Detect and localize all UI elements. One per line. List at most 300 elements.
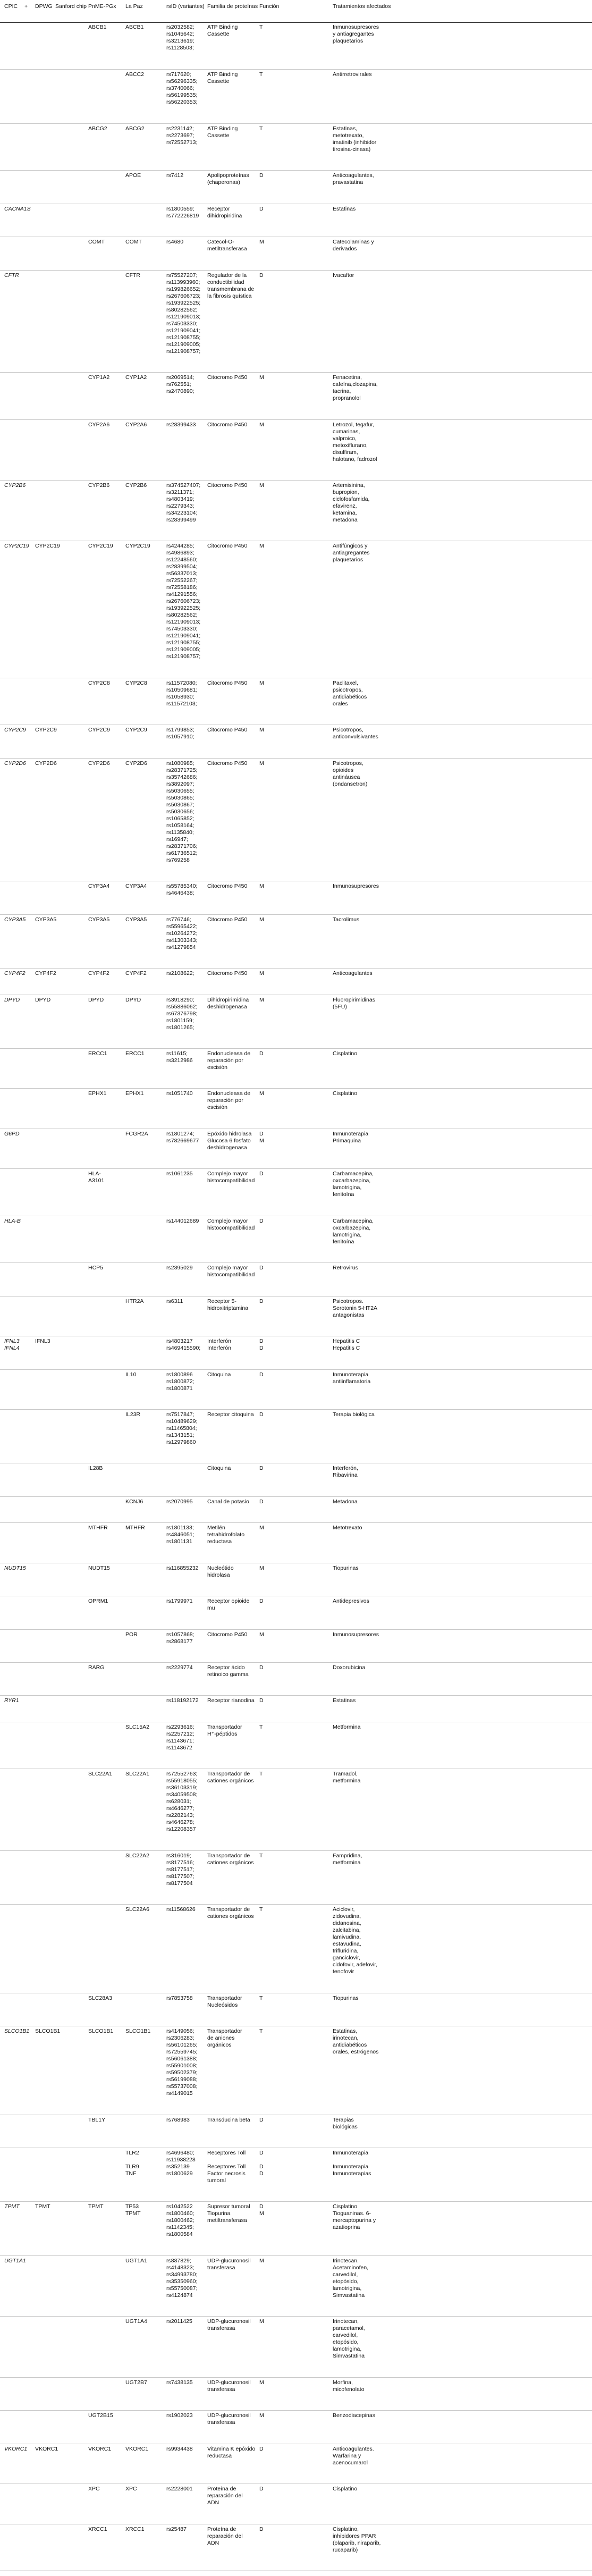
cell-func: D [259, 1050, 264, 1057]
cell-rsid: rs11572080; rs10509681; rs1058930; rs11572103; [166, 679, 198, 707]
table-row [0, 170, 592, 204]
table-row [0, 1722, 592, 1769]
cell-family: Transportador Nucleósidos [207, 1994, 242, 2008]
cell-lapaz: UGT2B7 [125, 2379, 147, 2386]
cell-lapaz: SLCO1B1 [125, 2028, 151, 2035]
cell-lapaz: TP53 TPMT [125, 2203, 141, 2217]
table-row [0, 1048, 592, 1089]
cell-func: D [259, 1371, 264, 1378]
cell-func: D M [259, 1130, 264, 1144]
header-func: Función [259, 3, 280, 10]
cell-cpic: G6PD [4, 1130, 20, 1137]
cell-treat: Antifúngicos y antiagregantes plaquetarios [333, 543, 370, 563]
cell-treat: Cisplatino, inhibidores PPAR (olaparib, niraparib, rucaparib) [333, 2526, 381, 2553]
cell-rsid: rs1799971 [166, 1598, 193, 1605]
header-treat: Tratamientos afectados [333, 3, 391, 10]
cell-func: D [259, 205, 264, 212]
cell-func: T [259, 1723, 263, 1730]
cell-family: Citoquina [207, 1465, 231, 1472]
table-header [0, 0, 592, 23]
cell-rsid: rs118192172 [166, 1697, 199, 1704]
cell-rsid: rs4803217 rs469415590; [166, 1338, 201, 1352]
cell-pnme: UGT2B15 [88, 2412, 113, 2419]
cell-family: Proteína de reparación del ADN [207, 2526, 243, 2546]
table-row [0, 2026, 592, 2115]
cell-treat: Tiopurinas [333, 1564, 359, 1571]
cell-func: T [259, 1994, 263, 2001]
cell-family: UDP-glucuronosil transferasa [207, 2257, 251, 2271]
cell-rsid: rs6311 [166, 1298, 183, 1304]
cell-family: Dihidropirimidina deshidrogenasa [207, 996, 249, 1010]
cell-lapaz: XPC [125, 2486, 137, 2493]
cell-treat: Anticoagulantes [333, 970, 373, 977]
cell-func: M [259, 2318, 264, 2325]
cell-cpic: CYP2D6 [4, 760, 26, 767]
cell-func: T [259, 1771, 263, 1778]
table-row [0, 2444, 592, 2484]
cell-family: Transducina beta [207, 2116, 250, 2123]
table-row [0, 1769, 592, 1850]
cell-rsid: rs7412 [166, 172, 184, 179]
cell-family: Endonucleasa de reparación por escisión [207, 1090, 251, 1111]
cell-pnme: VKORC1 [88, 2445, 112, 2452]
cell-rsid: rs1042522 rs1800460; rs1800462; rs1142345; rs1800584 [166, 2203, 194, 2238]
cell-func: D [259, 2116, 264, 2123]
cell-pnme: MTHFR [88, 1525, 108, 1531]
cell-treat: Inmunosupresores y antiagregantes plaquetarios [333, 24, 379, 44]
cell-family: Citocromo P450 [207, 760, 248, 767]
table-row [0, 1216, 592, 1263]
cell-treat: Carbamacepina, oxcarbazepina, lamotrigina, fenitoína [333, 1217, 374, 1245]
cell-family: Proteína de reparación del ADN [207, 2486, 243, 2506]
cell-cpic: CACNA1S [4, 205, 31, 212]
cell-lapaz: CYP1A2 [125, 374, 147, 381]
cell-treat: Inmunosupresores [333, 883, 379, 890]
cell-func: D D [259, 1338, 264, 1352]
cell-func: M [259, 2412, 264, 2419]
table-row [0, 480, 592, 541]
cell-pnme: OPRM1 [88, 1598, 108, 1605]
cell-func: D [259, 1664, 264, 1671]
table-row [0, 725, 592, 758]
cell-rsid: rs374527407; rs3211371; rs4803419; rs2279343; rs34223104; rs28399499 [166, 482, 201, 523]
cell-family: UDP-glucuronosil transferasa [207, 2379, 251, 2393]
cell-family: Citocromo P450 [207, 883, 248, 890]
cell-pnme: CYP2B6 [88, 482, 110, 489]
cell-pnme: ABCG2 [88, 125, 107, 132]
cell-lapaz: CYP2B6 [125, 482, 147, 489]
cell-dpwg: CYP4F2 [35, 970, 56, 977]
cell-rsid: rs72552763; rs55918055; rs36103319; rs34059508; rs628031; rs4646277; rs2282143; rs4646278; rs12208357 [166, 1771, 198, 1833]
cell-rsid: rs4680 [166, 239, 184, 246]
cell-treat: Interferón, Ribavirina [333, 1465, 358, 1479]
cell-lapaz: ERCC1 [125, 1050, 145, 1057]
cell-rsid: rs1801274; rs782669677 [166, 1130, 199, 1144]
cell-func: D M [259, 2203, 264, 2217]
cell-lapaz: FCGR2A [125, 1130, 148, 1137]
cell-family: Receptor opioide mu [207, 1598, 250, 1612]
header-family: Familia de proteínas [207, 3, 258, 10]
cell-treat: Aciclovir, zidovudina, didanosina, zalcitabina, lamivudina, estavudina, trifluridina, ganciclovir, cidofovir, adefovir, tenofovir [333, 1906, 378, 1975]
table-row [0, 2377, 592, 2411]
cell-func: M [259, 482, 264, 489]
cell-rsid: rs3918290; rs55886062; rs67376798; rs1801159; rs1801265; [166, 996, 198, 1031]
cell-pnme: CYP2A6 [88, 421, 110, 428]
table-row [0, 881, 592, 914]
cell-lapaz: ABCB1 [125, 24, 144, 30]
cell-rsid: rs144012689 [166, 1217, 199, 1224]
cell-treat: Tramadol, metformina [333, 1771, 361, 1784]
cell-lapaz: XRCC1 [125, 2526, 145, 2532]
cell-treat: Psicotropos, opioides antináusea (ondansetron) [333, 760, 368, 787]
cell-rsid: rs9934438 [166, 2445, 193, 2452]
cell-func: M [259, 1631, 264, 1638]
cell-pnme: CYP3A5 [88, 916, 110, 923]
cell-lapaz: TLR2 TLR9 TNF [125, 2150, 139, 2177]
cell-pnme: ABCB1 [88, 24, 107, 30]
cell-cpic: IFNL3 IFNL4 [4, 1338, 20, 1352]
cell-family: UDP-glucuronosil transferasa [207, 2318, 251, 2332]
cell-func: D [259, 1598, 264, 1605]
cell-treat: Inmunoterapia antiinflamatoria [333, 1371, 371, 1385]
cell-func: D [259, 1171, 264, 1177]
cell-rsid: rs116855232 [166, 1564, 199, 1571]
cell-lapaz: UGT1A4 [125, 2318, 147, 2325]
cell-lapaz: CYP2C8 [125, 679, 147, 686]
cell-treat: Artemisinina, bupropion, ciclofosfamida, efavirenz, ketamina, metadona [333, 482, 370, 523]
header-rsid: rsID (variantes) [166, 3, 205, 10]
cell-rsid: rs2228001 [166, 2486, 193, 2493]
cell-treat: Fluoropirimidinas (5FU) [333, 996, 375, 1010]
cell-family: ATP Binding Cassette [207, 24, 238, 37]
cell-treat: Cisplatino [333, 1050, 358, 1057]
table-row [0, 237, 592, 270]
table-row [0, 2524, 592, 2571]
table-row [0, 2115, 592, 2148]
cell-treat: Inmunoterapia Inmunoterapia Inmunoterapias [333, 2150, 371, 2177]
cell-rsid: rs2293616; rs2257212; rs1143671; rs1143672 [166, 1723, 194, 1751]
cell-treat: Paclitaxel, psicotropos, antidiabéticos orales [333, 679, 367, 707]
header-cpic: CPIC [4, 3, 18, 10]
table-row [0, 678, 592, 725]
cell-pnme: EPHX1 [88, 1090, 107, 1097]
table-row [0, 2484, 592, 2524]
cell-dpwg: CYP2C9 [35, 727, 57, 734]
cell-lapaz: CYP4F2 [125, 970, 147, 977]
cell-family: Receptor dihidropiridina [207, 205, 242, 219]
header-sanford: Sanford chip [55, 3, 87, 10]
cell-func: D [259, 1697, 264, 1704]
cell-cpic: DPYD [4, 996, 20, 1003]
cell-rsid: rs2070995 [166, 1498, 193, 1505]
cell-func: D [259, 172, 264, 179]
table-row [0, 1088, 592, 1129]
header-dpwg: DPWG [35, 3, 53, 10]
cell-cpic: RYR1 [4, 1697, 19, 1704]
table-row [0, 2148, 592, 2202]
cell-func: M [259, 679, 264, 686]
cell-func: D [259, 1465, 264, 1472]
cell-func: M [259, 239, 264, 246]
cell-family: Nucleótido hidrolasa [207, 1564, 234, 1578]
cell-pnme: CYP3A4 [88, 883, 110, 890]
cell-dpwg: TPMT [35, 2203, 50, 2210]
cell-lapaz: CYP2D6 [125, 760, 147, 767]
table-row [0, 419, 592, 481]
cell-lapaz: SLC15A2 [125, 1723, 149, 1730]
cell-treat: Inmunoterapia Primaquina [333, 1130, 369, 1144]
cell-pnme: TPMT [88, 2203, 104, 2210]
table-row [0, 2316, 592, 2377]
cell-treat: Cisplatino [333, 2486, 358, 2493]
cell-lapaz: CYP2C9 [125, 727, 147, 734]
cell-cpic: CFTR [4, 272, 19, 279]
cell-family: Interferón Interferón [207, 1338, 231, 1352]
cell-rsid: rs717620; rs56296335; rs3740066; rs56199535; rs56220353; [166, 71, 198, 106]
table-row [0, 69, 592, 123]
table-row [0, 1409, 592, 1463]
table-row [0, 22, 592, 69]
cell-rsid: rs28399433 [166, 421, 196, 428]
cell-func: T [259, 2028, 263, 2035]
cell-rsid: rs11568626 [166, 1906, 196, 1913]
cell-lapaz: IL10 [125, 1371, 137, 1378]
table-row [0, 1262, 592, 1296]
cell-cpic: CYP4F2 [4, 970, 26, 977]
cell-func: M [259, 543, 264, 550]
cell-lapaz: COMT [125, 239, 142, 246]
cell-func: M [259, 421, 264, 428]
cell-pnme: COMT [88, 239, 105, 246]
table-row [0, 1168, 592, 1216]
table-row [0, 270, 592, 373]
cell-family: Citocromo P450 [207, 421, 248, 428]
cell-func: D [259, 2486, 264, 2493]
cell-pnme: CYP4F2 [88, 970, 109, 977]
cell-rsid: rs2069514; rs762551; rs2470890; [166, 374, 194, 395]
cell-pnme: ERCC1 [88, 1050, 107, 1057]
table-row [0, 1629, 592, 1663]
cell-rsid: rs75527207; rs113993960; rs199826652; rs267606723; rs193922525; rs80282562; rs121909013; rs74503330; rs121909041; rs121908755; rs121909005; rs121908757; [166, 272, 201, 355]
cell-family: ATP Binding Cassette [207, 125, 238, 139]
cell-family: UDP-glucuronosil transferasa [207, 2412, 251, 2426]
cell-rsid: rs776746; rs55965422; rs10264272; rs41303343; rs41279854 [166, 916, 198, 950]
cell-rsid: rs1800896 rs1800872; rs1800871 [166, 1371, 194, 1392]
cell-treat: Retrovirus [333, 1265, 358, 1272]
cell-treat: Catecolaminas y derivados [333, 239, 374, 252]
cell-cpic: UGT1A1 [4, 2257, 26, 2264]
cell-dpwg: IFNL3 [35, 1338, 50, 1345]
cell-family: Metilén tetrahidrofolato reductasa [207, 1525, 245, 1545]
cell-func: T [259, 71, 263, 78]
cell-family: Complejo mayor histocompatibilidad [207, 1217, 255, 1231]
cell-cpic: TPMT [4, 2203, 20, 2210]
cell-family: ATP Binding Cassette [207, 71, 238, 85]
cell-func: M [259, 2257, 264, 2264]
cell-treat: Terapia biológica [333, 1411, 375, 1418]
cell-func: M [259, 970, 264, 977]
cell-treat: Tiopurinas [333, 1994, 359, 2001]
cell-treat: Antirretrovirales [333, 71, 372, 78]
cell-treat: Hepatitis C Hepatitis C [333, 1338, 360, 1352]
cell-rsid: rs1061235 [166, 1171, 193, 1177]
cell-treat: Tacrolimus [333, 916, 360, 923]
cell-treat: Irinotecan, paracetamol, carvedilol, etopósido, lamotrigina, Simvastatina [333, 2318, 365, 2360]
cell-cpic: CYP2C19 [4, 543, 29, 550]
cell-treat: Estatinas [333, 1697, 356, 1704]
cell-family: Citocromo P450 [207, 727, 248, 734]
table-row [0, 1662, 592, 1696]
cell-family: Transportador de cationes orgánicos [207, 1771, 254, 1784]
header-lapaz: La Paz [125, 3, 143, 10]
cell-dpwg: VKORC1 [35, 2445, 58, 2452]
table-row [0, 1850, 592, 1905]
cell-lapaz: UGT1A1 [125, 2257, 147, 2264]
cell-lapaz: CYP2C19 [125, 543, 150, 550]
table-row [0, 995, 592, 1049]
cell-rsid: rs1902023 [166, 2412, 193, 2419]
cell-pnme: DPYD [88, 996, 104, 1003]
cell-treat: Psicotropos. Serotonin 5-HT2A antagonistas [333, 1298, 378, 1318]
cell-pnme: SLCO1B1 [88, 2028, 114, 2035]
cell-rsid: rs887829; rs4148323; rs34993780; rs35350960; rs55750087; rs4124874 [166, 2257, 198, 2299]
cell-treat: Carbamacepina, oxcarbazepina, lamotrigina, fenitoína [333, 1171, 374, 1198]
table-row [0, 1463, 592, 1496]
cell-family: Citocromo P450 [207, 543, 248, 550]
cell-family: Vitamina K epóxido reductasa [207, 2445, 256, 2459]
table-row [0, 372, 592, 419]
cell-lapaz: MTHFR [125, 1525, 145, 1531]
cell-dpwg: CYP3A5 [35, 916, 57, 923]
cell-rsid: rs768983 [166, 2116, 190, 2123]
cell-family: Canal de potasio [207, 1498, 249, 1505]
cell-pnme: TBL1Y [88, 2116, 106, 2123]
cell-treat: Psicotropos, anticonvulsivantes [333, 727, 378, 740]
table-row [0, 1695, 592, 1722]
cell-rsid: rs1057868; rs2868177 [166, 1631, 194, 1645]
cell-rsid: rs1080985; rs28371725; rs35742686; rs3892097; rs5030655; rs5030865; rs5030867; rs5030656; rs1065852; rs1058164; rs1135840; rs16947; rs28371706; rs61736512; rs769258 [166, 760, 198, 863]
cell-dpwg: CYP2D6 [35, 760, 57, 767]
cell-pnme: CYP2C19 [88, 543, 113, 550]
cell-lapaz: ABCG2 [125, 125, 145, 132]
cell-treat: Metadona [333, 1498, 358, 1505]
cell-lapaz: CYP3A5 [125, 916, 147, 923]
cell-func: M [259, 1525, 264, 1531]
cell-lapaz: IL23R [125, 1411, 141, 1418]
cell-family: Complejo mayor histocompatibilidad [207, 1171, 255, 1184]
table-row [0, 758, 592, 881]
cell-lapaz: SLC22A1 [125, 1771, 149, 1778]
cell-lapaz: HTR2A [125, 1298, 144, 1304]
cell-family: Citocromo P450 [207, 482, 248, 489]
cell-family: Citocromo P450 [207, 916, 248, 923]
cell-lapaz: CYP3A4 [125, 883, 147, 890]
table-row [0, 2410, 592, 2444]
table-row [0, 1369, 592, 1410]
cell-rsid: rs4149056; rs2306283; rs56101265; rs72559745; rs56061388; rs55901008; rs59502379; rs56199088; rs55737008; rs4149015 [166, 2028, 198, 2097]
table-row [0, 1904, 592, 1993]
table-row [0, 2255, 592, 2317]
cell-lapaz: DPYD [125, 996, 141, 1003]
cell-func: M [259, 916, 264, 923]
cell-pnme: RARG [88, 1664, 105, 1671]
cell-lapaz: ABCC2 [125, 71, 145, 78]
cell-pnme: SLC28A3 [88, 1994, 112, 2001]
cell-treat: Anticoagulantes, pravastatina [333, 172, 374, 186]
cell-rsid: rs2108622; [166, 970, 194, 977]
cell-rsid: rs2032582; rs1045642; rs3213619; rs1128503; [166, 24, 194, 51]
table-row [0, 204, 592, 237]
cell-treat: Metotrexato [333, 1525, 362, 1531]
cell-lapaz: SLC22A2 [125, 1852, 149, 1859]
cell-treat: Letrozol, tegafur, cumarinas, valproico, metoxiflurano, disulfiram, halotano, fadrozol [333, 421, 377, 462]
cell-func: D [259, 2526, 264, 2532]
cell-lapaz: CFTR [125, 272, 140, 279]
cell-family: Complejo mayor histocompatibilidad [207, 1265, 255, 1278]
table-row [0, 1296, 592, 1336]
cell-lapaz: SLC22A6 [125, 1906, 149, 1913]
table-row [0, 1496, 592, 1523]
cell-rsid: rs2011425 [166, 2318, 192, 2325]
cell-family: Catecol-O- metiltransferasa [207, 239, 247, 252]
cell-func: M [259, 727, 264, 734]
cell-dpwg: SLCO1B1 [35, 2028, 61, 2035]
cell-lapaz: KCNJ6 [125, 1498, 143, 1505]
cell-treat: Antidepresivos [333, 1598, 369, 1605]
cell-func: T [259, 1906, 263, 1913]
cell-family: Receptor 5- hidroxitriptamina [207, 1298, 249, 1311]
cell-cpic: CYP2B6 [4, 482, 26, 489]
cell-func: T [259, 125, 263, 132]
cell-family: Transportador de cationes orgánicos [207, 1852, 254, 1866]
cell-family: Endonucleasa de reparación por escisión [207, 1050, 251, 1071]
header-pnme: PnME-PGx [88, 3, 116, 10]
cell-cpic: CYP2C9 [4, 727, 26, 734]
cell-family: Citocromo P450 [207, 970, 248, 977]
cell-treat: Metformina [333, 1723, 361, 1730]
cell-family: Apolipoproteínas (chaperonas) [207, 172, 249, 186]
cell-rsid: rs1800559; rs772226819 [166, 205, 199, 219]
cell-func: D [259, 1498, 264, 1505]
cell-pnme: CYP2C9 [88, 727, 110, 734]
cell-rsid: rs4244285; rs4986893; rs12248560; rs28399504; rs56337013; rs72552267; rs72558186; rs41291556; rs267606723; rs193922525; rs80282562; rs121909013; rs74503330; rs121909041; rs121908755; rs121909005; rs121908757; [166, 543, 201, 660]
table-row [0, 1993, 592, 2026]
cell-lapaz: CYP2A6 [125, 421, 147, 428]
cell-func: M [259, 1090, 264, 1097]
cell-cpic: SLCO1B1 [4, 2028, 30, 2035]
cell-family: Receptor rianodina [207, 1697, 255, 1704]
cell-lapaz: EPHX1 [125, 1090, 144, 1097]
cell-func: D D D [259, 2150, 264, 2177]
cell-treat: Morfina, micofenolato [333, 2379, 365, 2393]
cell-treat: Anticoagulantes. Warfarina y acenocumarol [333, 2445, 374, 2466]
table-row [0, 2201, 592, 2255]
cell-func: D [259, 2445, 264, 2452]
table-row [0, 914, 592, 969]
cell-pnme: XRCC1 [88, 2526, 107, 2532]
cell-family: Citoquina [207, 1371, 231, 1378]
cell-rsid: rs55785340; rs4646438; [166, 883, 198, 897]
cell-treat: Cisplatino Tioguaninas. 6- mercaptopurina y azatioprina [333, 2203, 376, 2231]
cell-family: Citocromo P450 [207, 679, 248, 686]
cell-pnme: NUDT15 [88, 1564, 110, 1571]
table-row [0, 1522, 592, 1563]
cell-treat: Irinotecan. Acetaminofen, carvedilol, etopósido, lamotrigina, Simvastatina [333, 2257, 369, 2299]
cell-family: Supresor tumoral Tiopurina metiltransferasa [207, 2203, 250, 2224]
cell-family: Citocromo P450 [207, 374, 248, 381]
table-row [0, 1129, 592, 1169]
cell-rsid: rs7853758 [166, 1994, 193, 2001]
